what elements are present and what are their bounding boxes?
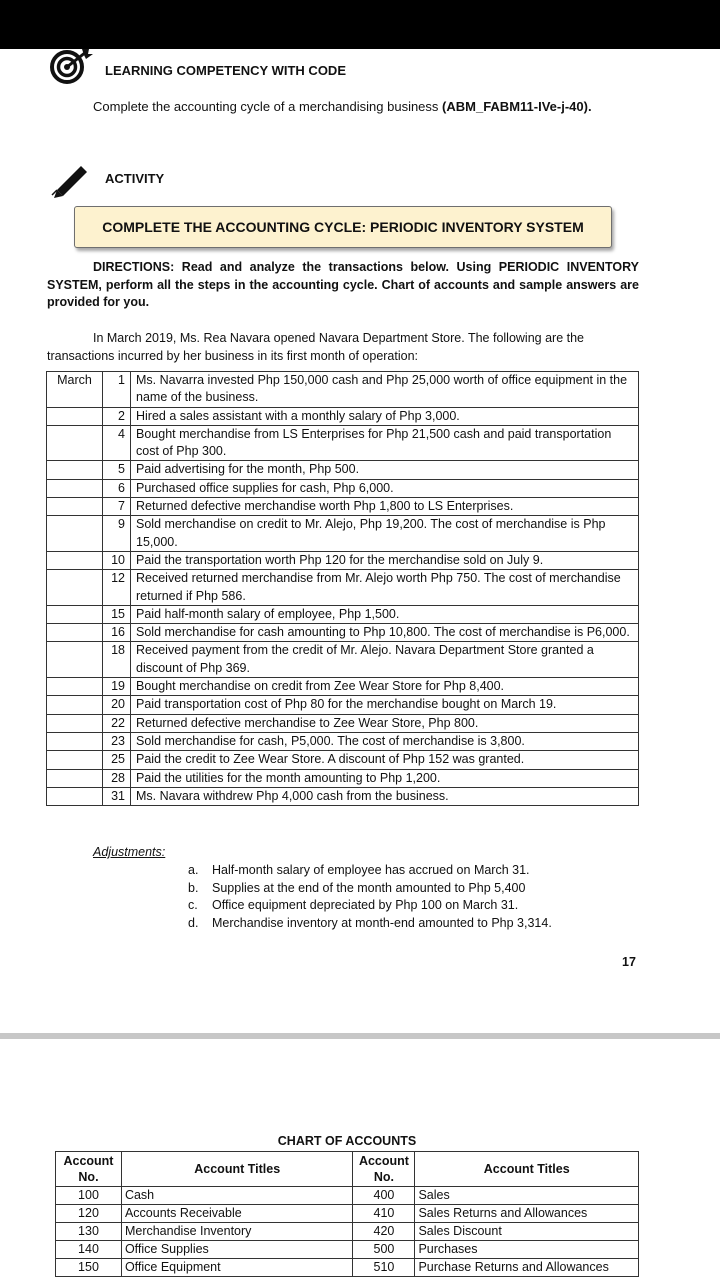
transaction-day: 25 <box>103 751 131 769</box>
transaction-day: 10 <box>103 551 131 569</box>
list-item <box>188 880 552 898</box>
chart-of-accounts-title: CHART OF ACCOUNTS <box>277 1134 417 1148</box>
transaction-month <box>47 678 103 696</box>
transaction-text: Sold merchandise on credit to Mr. Alejo, Php 19,200. The cost of merchandise is Php 15,000. <box>131 516 639 552</box>
transaction-month <box>47 751 103 769</box>
transaction-day: 1 <box>103 372 131 408</box>
adjustment-text: Merchandise inventory at month-end amounted to Php 3,314. <box>212 915 552 930</box>
activity-title: COMPLETE THE ACCOUNTING CYCLE: PERIODIC INVENTORY SYSTEM <box>102 219 584 235</box>
account-number: 420 <box>353 1223 415 1241</box>
table-row <box>47 678 639 696</box>
transaction-month <box>47 461 103 479</box>
competency-code: (ABM_FABM11-IVe-j-40). <box>442 99 592 114</box>
list-item <box>188 862 552 880</box>
top-black-bar <box>0 0 720 49</box>
table-row <box>56 1205 639 1223</box>
page-divider <box>0 1033 720 1039</box>
transaction-month <box>47 787 103 805</box>
transaction-text: Bought merchandise on credit from Zee Wear Store for Php 8,400. <box>131 678 639 696</box>
list-item <box>188 897 552 915</box>
transaction-month <box>47 498 103 516</box>
adjustments-list <box>188 862 552 932</box>
account-number: 120 <box>56 1205 122 1223</box>
transaction-day: 18 <box>103 642 131 678</box>
transaction-text: Received returned merchandise from Mr. Alejo worth Php 750. The cost of merchandise returned if Php 586. <box>131 570 639 606</box>
account-title: Sales Returns and Allowances <box>415 1205 639 1223</box>
transaction-month <box>47 407 103 425</box>
activity-title-box <box>74 206 612 248</box>
transaction-day: 9 <box>103 516 131 552</box>
transaction-month <box>47 516 103 552</box>
intro-text: In March 2019, Ms. Rea Navara opened Navara Department Store. The following are the transactions incurred by her business in its first month of operation: <box>47 331 585 363</box>
target-icon <box>48 48 94 84</box>
transaction-text: Paid the transportation worth Php 120 for the merchandise sold on July 9. <box>131 551 639 569</box>
transaction-text: Purchased office supplies for cash, Php 6,000. <box>131 479 639 497</box>
pencil-icon <box>48 160 90 198</box>
table-row <box>47 696 639 714</box>
table-row <box>56 1187 639 1205</box>
account-title: Sales Discount <box>415 1223 639 1241</box>
transaction-day: 28 <box>103 769 131 787</box>
chart-of-accounts-table <box>55 1151 639 1277</box>
table-row <box>47 624 639 642</box>
transaction-day: 6 <box>103 479 131 497</box>
transaction-text: Paid half-month salary of employee, Php 1,500. <box>131 605 639 623</box>
transaction-text: Received payment from the credit of Mr. Alejo. Navara Department Store granted a discount of Php 369. <box>131 642 639 678</box>
account-number: 400 <box>353 1187 415 1205</box>
competency-text: Complete the accounting cycle of a merchandising business (ABM_FABM11-IVe-j-40). <box>93 99 592 114</box>
table-row <box>47 714 639 732</box>
table-row <box>47 372 639 408</box>
page-number: 17 <box>622 955 636 969</box>
account-number: 410 <box>353 1205 415 1223</box>
transaction-day: 7 <box>103 498 131 516</box>
transaction-text: Returned defective merchandise to Zee Wear Store, Php 800. <box>131 714 639 732</box>
transaction-day: 19 <box>103 678 131 696</box>
transaction-text: Paid transportation cost of Php 80 for the merchandise bought on March 19. <box>131 696 639 714</box>
account-title: Office Supplies <box>121 1241 353 1259</box>
transaction-text: Returned defective merchandise worth Php 1,800 to LS Enterprises. <box>131 498 639 516</box>
account-title: Purchase Returns and Allowances <box>415 1259 639 1277</box>
directions-text: DIRECTIONS: Read and analyze the transactions below. Using PERIODIC INVENTORY SYSTEM, perform all the steps in the accounting cycle. Chart of accounts and sample answers are provided for you. <box>47 260 639 309</box>
transaction-month <box>47 425 103 461</box>
account-number: 140 <box>56 1241 122 1259</box>
table-row <box>56 1241 639 1259</box>
transaction-month <box>47 570 103 606</box>
table-row <box>47 479 639 497</box>
account-number: 500 <box>353 1241 415 1259</box>
table-row <box>47 425 639 461</box>
table-row <box>47 769 639 787</box>
transaction-month <box>47 551 103 569</box>
table-row <box>47 570 639 606</box>
table-row <box>47 551 639 569</box>
transaction-month <box>47 769 103 787</box>
transaction-day: 22 <box>103 714 131 732</box>
adjustment-letter: d. <box>188 915 199 930</box>
transaction-month <box>47 732 103 750</box>
table-row <box>47 461 639 479</box>
adjustment-text: Office equipment depreciated by Php 100 on March 31. <box>212 898 519 912</box>
transaction-month: March <box>47 372 103 408</box>
table-row <box>47 751 639 769</box>
account-title: Accounts Receivable <box>121 1205 353 1223</box>
transaction-month <box>47 714 103 732</box>
transaction-day: 20 <box>103 696 131 714</box>
adjustment-text: Half-month salary of employee has accrued on March 31. <box>212 863 530 877</box>
account-title: Cash <box>121 1187 353 1205</box>
adjustment-letter: c. <box>188 898 198 912</box>
transaction-text: Bought merchandise from LS Enterprises for Php 21,500 cash and paid transportation cost of Php 300. <box>131 425 639 461</box>
transaction-month <box>47 605 103 623</box>
table-row <box>47 516 639 552</box>
transaction-text: Sold merchandise for cash amounting to Php 10,800. The cost of merchandise is P6,000. <box>131 624 639 642</box>
table-row <box>47 407 639 425</box>
account-number: 130 <box>56 1223 122 1241</box>
transaction-month <box>47 624 103 642</box>
account-title: Office Equipment <box>121 1259 353 1277</box>
adjustment-letter: a. <box>188 863 199 877</box>
activity-heading: ACTIVITY <box>105 171 165 186</box>
account-title: Sales <box>415 1187 639 1205</box>
account-title: Purchases <box>415 1241 639 1259</box>
transaction-day: 5 <box>103 461 131 479</box>
adjustments-label: Adjustments: <box>93 845 166 859</box>
transaction-day: 12 <box>103 570 131 606</box>
header-account-no: Account No. <box>353 1152 415 1187</box>
account-number: 150 <box>56 1259 122 1277</box>
transaction-day: 15 <box>103 605 131 623</box>
transaction-text: Paid advertising for the month, Php 500. <box>131 461 639 479</box>
list-item <box>188 915 552 933</box>
table-row <box>47 732 639 750</box>
table-row <box>56 1223 639 1241</box>
transaction-text: Hired a sales assistant with a monthly salary of Php 3,000. <box>131 407 639 425</box>
header-account-titles: Account Titles <box>415 1152 639 1187</box>
transaction-text: Ms. Navarra invested Php 150,000 cash and Php 25,000 worth of office equipment in the name of the business. <box>131 372 639 408</box>
transaction-day: 2 <box>103 407 131 425</box>
transaction-day: 16 <box>103 624 131 642</box>
transaction-day: 31 <box>103 787 131 805</box>
transaction-month <box>47 696 103 714</box>
account-title: Merchandise Inventory <box>121 1223 353 1241</box>
header-account-no: Account No. <box>56 1152 122 1187</box>
transaction-text: Paid the credit to Zee Wear Store. A discount of Php 152 was granted. <box>131 751 639 769</box>
table-row <box>56 1259 639 1277</box>
table-row <box>47 605 639 623</box>
transaction-month <box>47 642 103 678</box>
competency-heading: LEARNING COMPETENCY WITH CODE <box>105 63 346 78</box>
adjustment-letter: b. <box>188 880 199 895</box>
transaction-day: 4 <box>103 425 131 461</box>
transaction-month <box>47 479 103 497</box>
table-row <box>47 642 639 678</box>
account-number: 100 <box>56 1187 122 1205</box>
table-row <box>47 498 639 516</box>
transactions-table <box>46 371 639 806</box>
table-row <box>47 787 639 805</box>
account-number: 510 <box>353 1259 415 1277</box>
transaction-text: Ms. Navara withdrew Php 4,000 cash from the business. <box>131 787 639 805</box>
transaction-text: Paid the utilities for the month amounting to Php 1,200. <box>131 769 639 787</box>
transaction-text: Sold merchandise for cash, P5,000. The cost of merchandise is 3,800. <box>131 732 639 750</box>
transaction-day: 23 <box>103 732 131 750</box>
header-account-titles: Account Titles <box>121 1152 353 1187</box>
adjustment-text: Supplies at the end of the month amounted to Php 5,400 <box>212 880 526 895</box>
